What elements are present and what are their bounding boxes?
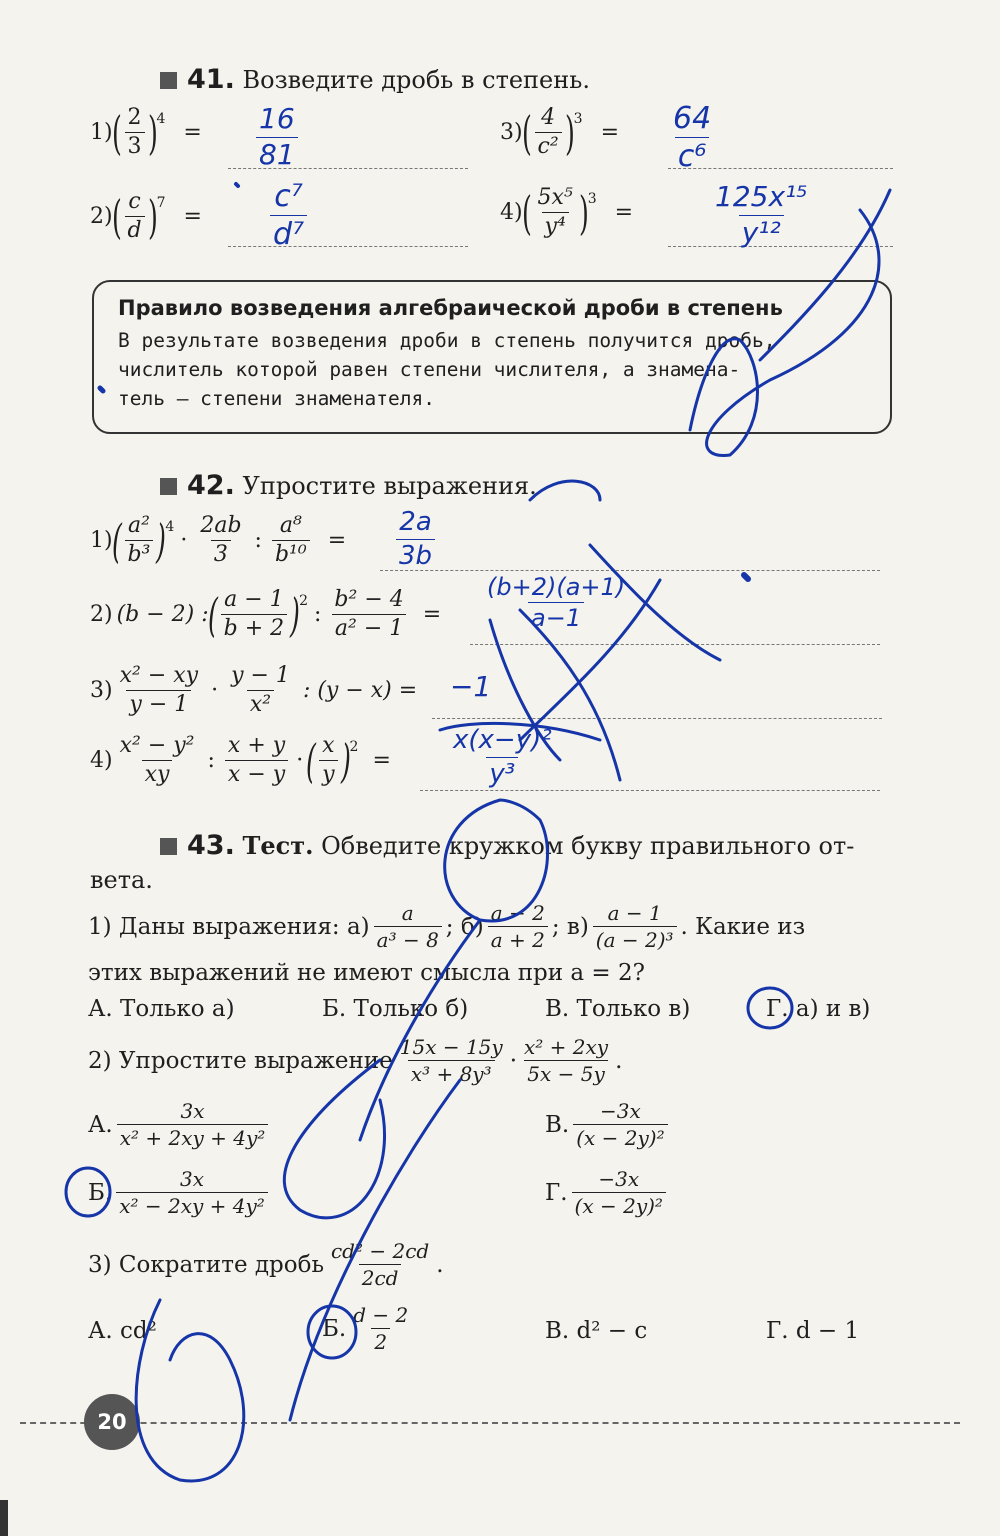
fraction: $\frac{c}{d}$ xyxy=(125,190,145,243)
rule-line-1: В результате возведения дроби в степень получится дробь, xyxy=(118,329,776,352)
fraction: $\frac{\text{x² − y²}}{xy}$ xyxy=(119,733,195,788)
option-label: ; б) xyxy=(445,913,484,940)
colon-operator: : xyxy=(254,528,262,554)
pen-stroke-big-loop-2 xyxy=(284,1060,384,1218)
item-label: 1) xyxy=(90,120,113,146)
paren: ) xyxy=(564,105,575,160)
fraction: $\frac{\text{a²}}{\text{b³}}$ xyxy=(125,514,154,567)
pen-stroke-arc-42 xyxy=(530,481,600,500)
equals: = xyxy=(600,120,619,146)
pen-stroke-right xyxy=(760,190,890,360)
expression-prefix: (b − 2) : xyxy=(116,602,209,628)
item-label: 3) xyxy=(500,120,523,146)
fraction: $\frac{\text{a⁸}}{\text{b¹⁰}}$ xyxy=(272,514,310,567)
period: . xyxy=(436,1251,444,1278)
option-letter: Б. xyxy=(88,1179,113,1206)
pen-stroke-big-loop xyxy=(690,210,879,455)
fraction: $\frac{-3x}{\text{(x − 2y)²}}$ xyxy=(572,1168,666,1217)
pen-circle-q3-b xyxy=(308,1306,356,1358)
exponent: 3 xyxy=(587,190,597,207)
exponent: 7 xyxy=(156,194,166,211)
fraction: $\frac{\text{b² − 4}}{\text{a² − 1}}$ xyxy=(331,588,406,641)
pen-stroke-cross xyxy=(520,610,620,780)
paren: ( xyxy=(207,587,218,642)
task-number: 42. xyxy=(187,470,235,501)
handwritten-answer-41-3: $\frac{64}{\text{c⁶}}$ xyxy=(673,101,712,174)
item-label: 1) xyxy=(90,528,113,554)
q1-option-a[interactable]: А. Только а) xyxy=(88,996,235,1022)
task-title: Возведите дробь в степень. xyxy=(242,66,590,94)
question-intro: 3) Сократите дробь xyxy=(88,1251,324,1278)
option-letter: А. xyxy=(88,1111,113,1138)
exponent: 2 xyxy=(299,592,308,609)
q1-option-b[interactable]: Б. Только б) xyxy=(322,996,469,1022)
exponent: 2 xyxy=(349,738,359,755)
equals: = xyxy=(422,602,442,628)
paren: ) xyxy=(147,189,158,244)
fraction: $\frac{x}{y}$ xyxy=(319,734,337,787)
paren: ( xyxy=(521,185,532,240)
task-title: Обведите кружком букву правильного от- xyxy=(321,832,855,860)
pen-stroke-down xyxy=(360,920,480,1140)
page-number-badge: 20 xyxy=(84,1394,140,1450)
item-label: 4) xyxy=(500,200,523,226)
handwritten-answer-42-4: $\frac{\text{x(x−y)²}}{\text{y³}}$ xyxy=(453,725,552,789)
task-number: 41. xyxy=(187,64,235,95)
item-label: 3) xyxy=(90,678,113,704)
pen-dot xyxy=(100,388,103,391)
paren: ( xyxy=(306,733,317,788)
pen-stroke-x4 xyxy=(440,723,600,740)
rule-title: Правило возведения алгебраической дроби в степень xyxy=(118,296,783,320)
dot-operator: · xyxy=(296,748,304,774)
question-tail: . Какие из xyxy=(680,913,806,940)
paren: ( xyxy=(111,513,122,568)
equals: = xyxy=(327,528,347,554)
colon-operator: : xyxy=(207,748,215,774)
q1-option-g[interactable]: Г. а) и в) xyxy=(766,996,871,1022)
paren: ) xyxy=(147,105,158,160)
colon-operator: : xyxy=(314,602,322,628)
task-43-heading-cont: вета. xyxy=(90,866,153,894)
item-label: 4) xyxy=(90,748,113,774)
pen-circle-q2-b xyxy=(66,1168,113,1216)
fraction: $\frac{\text{x² − xy}}{y - 1}$ xyxy=(119,663,199,718)
pen-stroke-circle xyxy=(445,800,548,921)
q3-option-a[interactable]: А. cd² xyxy=(88,1318,157,1344)
paren: ( xyxy=(111,105,122,160)
fraction: $\frac{15x - 15y}{\text{x³ + 8y³}}$ xyxy=(399,1035,503,1086)
option-letter: Г. xyxy=(545,1179,568,1206)
q1-option-v[interactable]: В. Только в) xyxy=(545,996,691,1022)
pen-dot xyxy=(744,575,748,579)
equals: = xyxy=(183,120,202,146)
pen-stroke-x2 xyxy=(520,580,660,740)
paren: ) xyxy=(578,185,589,240)
option-letter: Б. xyxy=(322,1315,347,1342)
fraction: $\frac{4}{\text{c²}}$ xyxy=(535,106,562,159)
fraction: $\frac{-3x}{\text{(x − 2y)²}}$ xyxy=(573,1100,667,1149)
fraction: $\frac{3x}{\text{x² + 2xy + 4y²}}$ xyxy=(117,1100,269,1149)
pen-stroke-bottom-loop xyxy=(136,1300,244,1481)
option-letter: В. xyxy=(545,1111,570,1138)
pen-stroke-long xyxy=(290,1080,460,1420)
equals: = xyxy=(372,748,391,774)
question-intro: 2) Упростите выражение xyxy=(88,1047,393,1074)
rule-line-3: тель — степени знаменателя. xyxy=(118,387,435,410)
question-intro: 1) Даны выражения: а) xyxy=(88,913,370,940)
fraction: $\frac{2}{3}$ xyxy=(125,106,145,159)
equals: = xyxy=(614,200,634,226)
item-label: 2) xyxy=(90,204,113,230)
fraction: $\frac{y - 1}{\text{x²}}$ xyxy=(231,663,290,718)
fraction: $\frac{x + y}{x - y}$ xyxy=(225,734,288,787)
exponent: 3 xyxy=(573,110,583,127)
fraction: $\frac{\text{5x⁵}}{\text{y⁴}}$ xyxy=(537,185,573,240)
fraction: $\frac{a - 1}{\text{(a − 2)³}}$ xyxy=(593,902,677,951)
fraction: $\frac{a - 2}{a + 2}$ xyxy=(488,902,548,951)
handwritten-answer-41-1: $\frac{16}{81}$ xyxy=(256,104,298,171)
dot-operator: · xyxy=(509,1047,518,1074)
fraction: $\frac{3x}{\text{x² − 2xy + 4y²}}$ xyxy=(116,1168,268,1217)
expression-tail: : (y − x) = xyxy=(302,678,418,704)
fraction: $\frac{a - 1}{b + 2}$ xyxy=(221,588,288,641)
task-title: Упростите выражения. xyxy=(242,472,537,500)
fraction: $\frac{2ab}{3}$ xyxy=(200,513,242,568)
fraction: $\frac{\text{x² + 2xy}}{5x - 5y}$ xyxy=(524,1035,609,1086)
period: . xyxy=(615,1047,623,1074)
exponent: 4 xyxy=(165,518,175,535)
equals: = xyxy=(183,204,202,230)
pen-circle-q1-g xyxy=(748,988,792,1028)
q1-line-2: этих выражений не имеют смысла при a = 2? xyxy=(88,960,645,986)
dot-operator: · xyxy=(180,528,188,554)
handwritten-answer-41-4: $\frac{\text{125x¹⁵}}{\text{y¹²}}$ xyxy=(715,180,808,249)
pen-dot xyxy=(236,184,238,186)
pen-stroke-x1 xyxy=(590,545,720,660)
paren: ( xyxy=(521,105,532,160)
exponent: 4 xyxy=(156,110,166,127)
handwritten-answer-42-3: −1 xyxy=(450,670,492,703)
paren: ) xyxy=(290,587,301,642)
paren: ) xyxy=(156,513,167,568)
paren: ) xyxy=(340,733,351,788)
handwritten-answer-42-2: $\frac{(b+2)(a+1)}{a-1}$ xyxy=(487,573,626,633)
fraction: $\frac{a}{\text{a³ − 8}}$ xyxy=(374,902,442,951)
paren: ( xyxy=(111,189,122,244)
option-label: ; в) xyxy=(551,913,589,940)
fraction: $\frac{d - 2}{2}$ xyxy=(353,1303,409,1354)
handwritten-answer-41-2: $\frac{\text{c⁷}}{\text{d⁷}}$ xyxy=(270,180,307,251)
q3-option-v[interactable]: В. d² − c xyxy=(545,1318,648,1344)
fraction: $\frac{\text{cd² − 2cd}}{2cd}$ xyxy=(330,1239,430,1290)
task-number: 43. xyxy=(187,830,235,861)
test-label: Тест. xyxy=(242,831,314,860)
rule-line-2: числитель которой равен степени числителя, а знамена- xyxy=(118,358,741,381)
item-label: 2) xyxy=(90,602,113,628)
dot-operator: · xyxy=(211,678,219,704)
handwritten-answer-42-1: $\frac{2a}{3b}$ xyxy=(396,508,435,570)
q3-option-g[interactable]: Г. d − 1 xyxy=(766,1318,860,1344)
